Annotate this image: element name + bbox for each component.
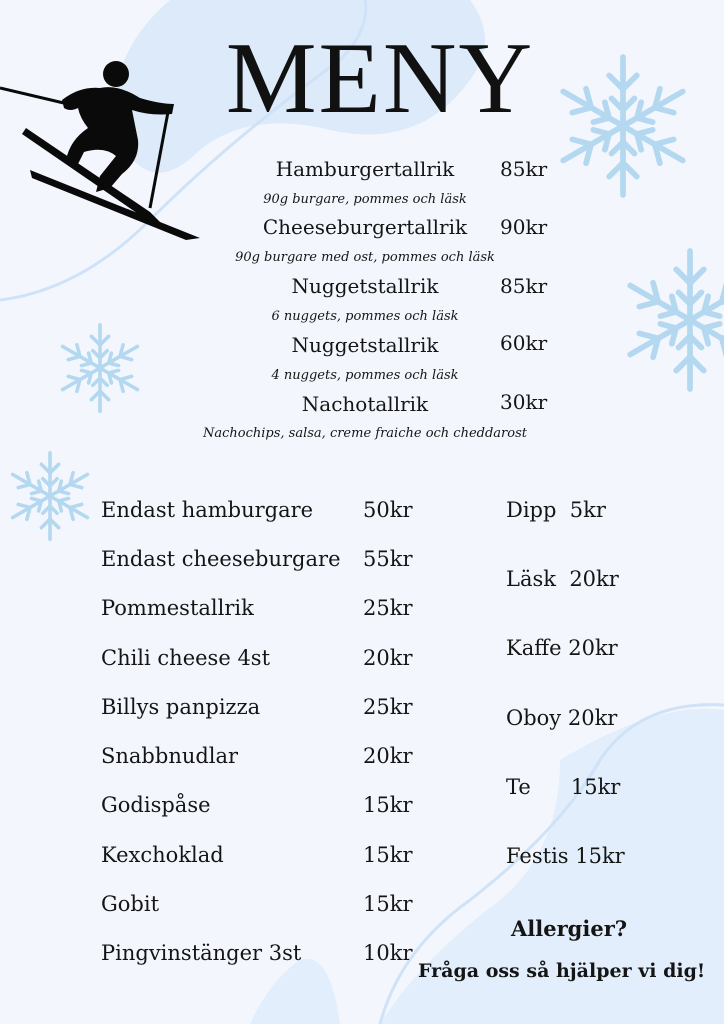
plate-name: Nachotallrik [301,392,429,416]
item-price: 50kr [363,498,413,522]
item-name: Gobit [101,892,160,916]
plate-price: 60kr [500,331,548,355]
item-name: Billys panpizza [101,695,261,719]
drink-item: Läsk 20kr [506,567,619,591]
item-price: 25kr [363,695,413,719]
plate-description: 4 nuggets, pommes och läsk [271,368,459,383]
plate-name: Nuggetstallrik [291,274,439,298]
item-price: 55kr [363,547,413,571]
plate-name: Cheeseburgertallrik [262,215,468,239]
drink-item: Oboy 20kr [506,706,618,730]
plate-name: Hamburgertallrik [275,157,455,181]
item-name: Pommestallrik [101,596,254,620]
plate-description: 90g burgare, pommes och läsk [263,192,467,207]
allergy-question: Allergier? [511,916,628,941]
drink-item: Te 15kr [506,775,621,799]
plate-description: 6 nuggets, pommes och läsk [271,309,459,324]
menu-title: MENY [225,22,535,135]
item-price: 15kr [363,892,413,916]
item-name: Pingvinstänger 3st [101,941,302,965]
item-price: 20kr [363,744,413,768]
item-price: 25kr [363,596,413,620]
item-price: 10kr [363,941,413,965]
item-name: Kexchoklad [101,843,224,867]
item-name: Endast hamburgare [101,498,314,522]
plate-price: 90kr [500,215,548,239]
item-name: Snabbnudlar [101,744,239,768]
item-name: Godispåse [101,793,211,817]
drink-item: Kaffe 20kr [506,636,618,660]
item-price: 15kr [363,793,413,817]
drink-item: Festis 15kr [506,844,625,868]
plate-price: 30kr [500,390,548,414]
item-name: Endast cheeseburgare [101,547,341,571]
plate-name: Nuggetstallrik [291,333,439,357]
item-price: 15kr [363,843,413,867]
item-price: 20kr [363,646,413,670]
plate-price: 85kr [500,157,548,181]
plate-description: 90g burgare med ost, pommes och läsk [235,250,495,265]
plate-price: 85kr [500,274,548,298]
item-name: Chili cheese 4st [101,646,271,670]
drink-item: Dipp 5kr [506,498,606,522]
allergy-answer: Fråga oss så hjälper vi dig! [418,960,706,982]
plate-description: Nachochips, salsa, creme fraiche och cheddarost [203,426,527,441]
